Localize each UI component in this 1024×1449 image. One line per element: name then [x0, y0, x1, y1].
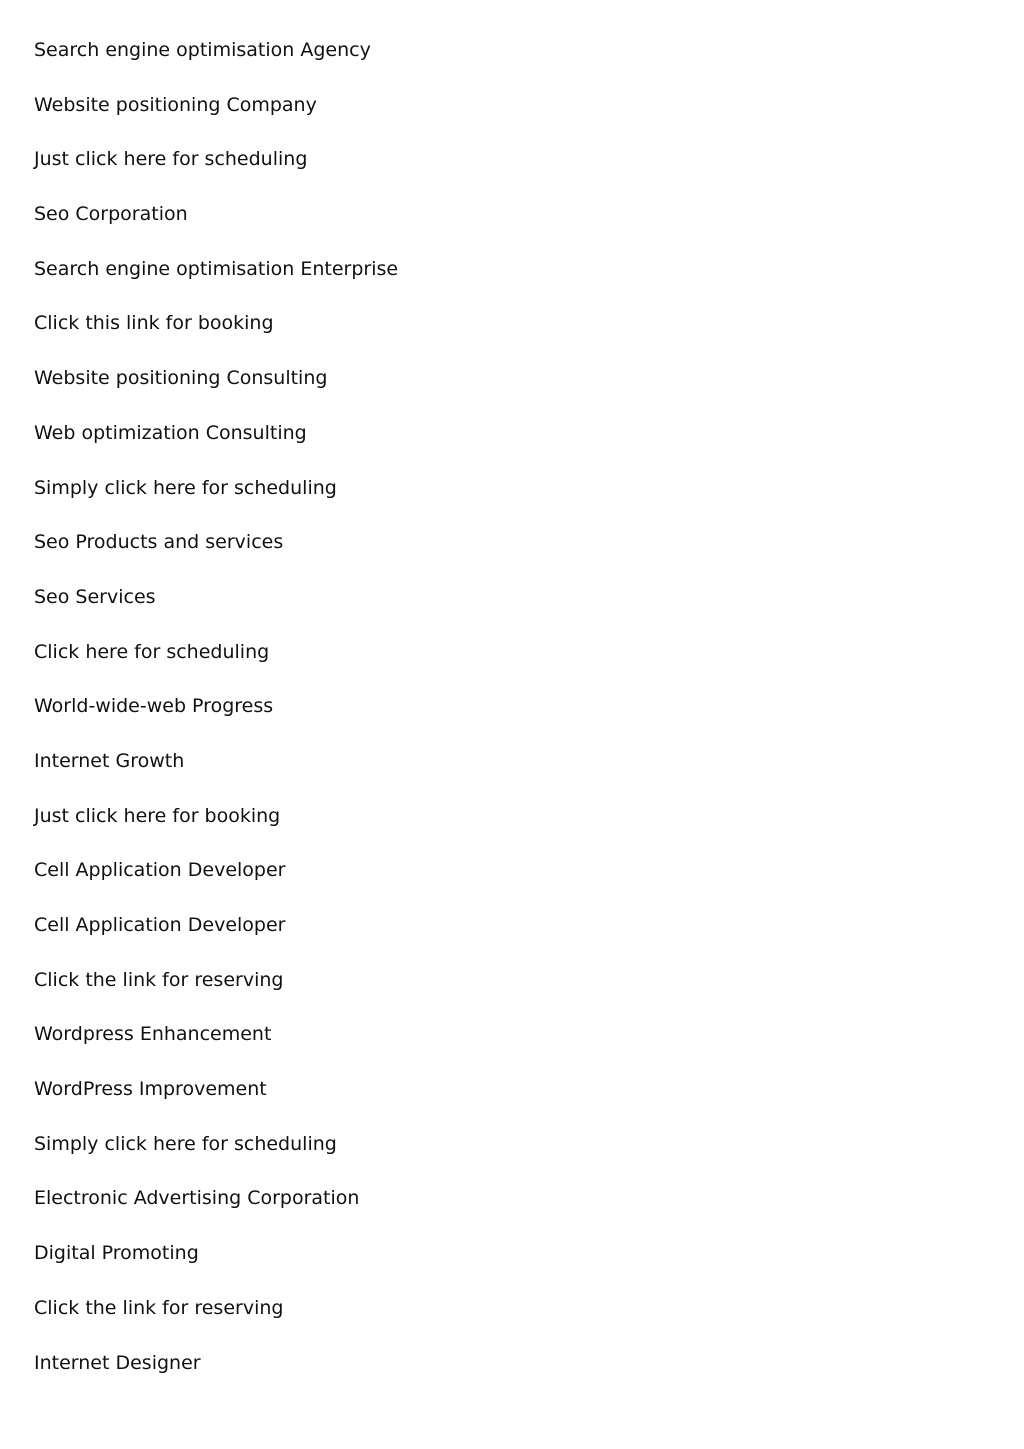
list-item-link[interactable]: Just click here for scheduling [34, 148, 308, 171]
list-item [34, 747, 934, 802]
list-item-link[interactable]: Internet Designer [34, 1351, 201, 1374]
list-item-link[interactable]: Click the link for reserving [34, 1296, 284, 1319]
list-item [34, 145, 934, 200]
list-item [34, 1020, 934, 1075]
list-item-link[interactable]: Search engine optimisation Agency [34, 39, 371, 61]
list-item-link[interactable]: Cell Application Developer [34, 914, 286, 936]
list-item-link[interactable]: Seo Products and services [34, 531, 284, 554]
list-item [34, 911, 934, 966]
list-item [34, 638, 934, 693]
list-item [34, 1239, 934, 1294]
list-item [34, 692, 934, 747]
list-item-link[interactable]: Cell Application Developer [34, 859, 286, 882]
list-item [34, 966, 934, 1021]
list-item-link[interactable]: Website positioning Company [34, 93, 317, 116]
list-item-link[interactable]: Website positioning Consulting [34, 367, 328, 390]
list-item-link[interactable]: Seo Corporation [34, 203, 188, 226]
list-item [34, 91, 934, 146]
list-item [34, 528, 934, 583]
list-item [34, 856, 934, 911]
list-item-link[interactable]: Click here for scheduling [34, 640, 270, 663]
list-item [34, 364, 934, 419]
list-item [34, 583, 934, 638]
list-item [34, 474, 934, 529]
list-item-link[interactable]: Seo Services [34, 585, 156, 608]
list-item-link[interactable]: Simply click here for scheduling [34, 476, 337, 499]
list-item-link[interactable]: Search engine optimisation Enterprise [34, 257, 399, 280]
list-item [34, 802, 934, 857]
list-item-link[interactable]: Internet Growth [34, 749, 185, 772]
list-item-link[interactable]: Click this link for booking [34, 312, 274, 335]
list-item-link[interactable]: Just click here for booking [34, 804, 281, 827]
list-item-link[interactable]: WordPress Improvement [34, 1078, 267, 1101]
list-item [34, 1184, 934, 1239]
list-item-link[interactable]: Click the link for reserving [34, 968, 284, 991]
list-item [34, 1130, 934, 1185]
list-item [34, 1075, 934, 1130]
list-item-link[interactable]: Digital Promoting [34, 1242, 199, 1265]
list-item [34, 419, 934, 474]
list-item-link[interactable]: Web optimization Consulting [34, 421, 307, 444]
list-item-link[interactable]: Electronic Advertising Corporation [34, 1187, 360, 1210]
list-item [34, 36, 934, 91]
list-item [34, 1349, 934, 1404]
link-list [34, 36, 934, 1403]
list-item [34, 255, 934, 310]
list-item-link[interactable]: Simply click here for scheduling [34, 1132, 337, 1155]
list-item [34, 309, 934, 364]
list-item [34, 200, 934, 255]
list-item-link[interactable]: World-wide-web Progress [34, 695, 274, 718]
list-item [34, 1294, 934, 1349]
list-item-link[interactable]: Wordpress Enhancement [34, 1023, 272, 1046]
